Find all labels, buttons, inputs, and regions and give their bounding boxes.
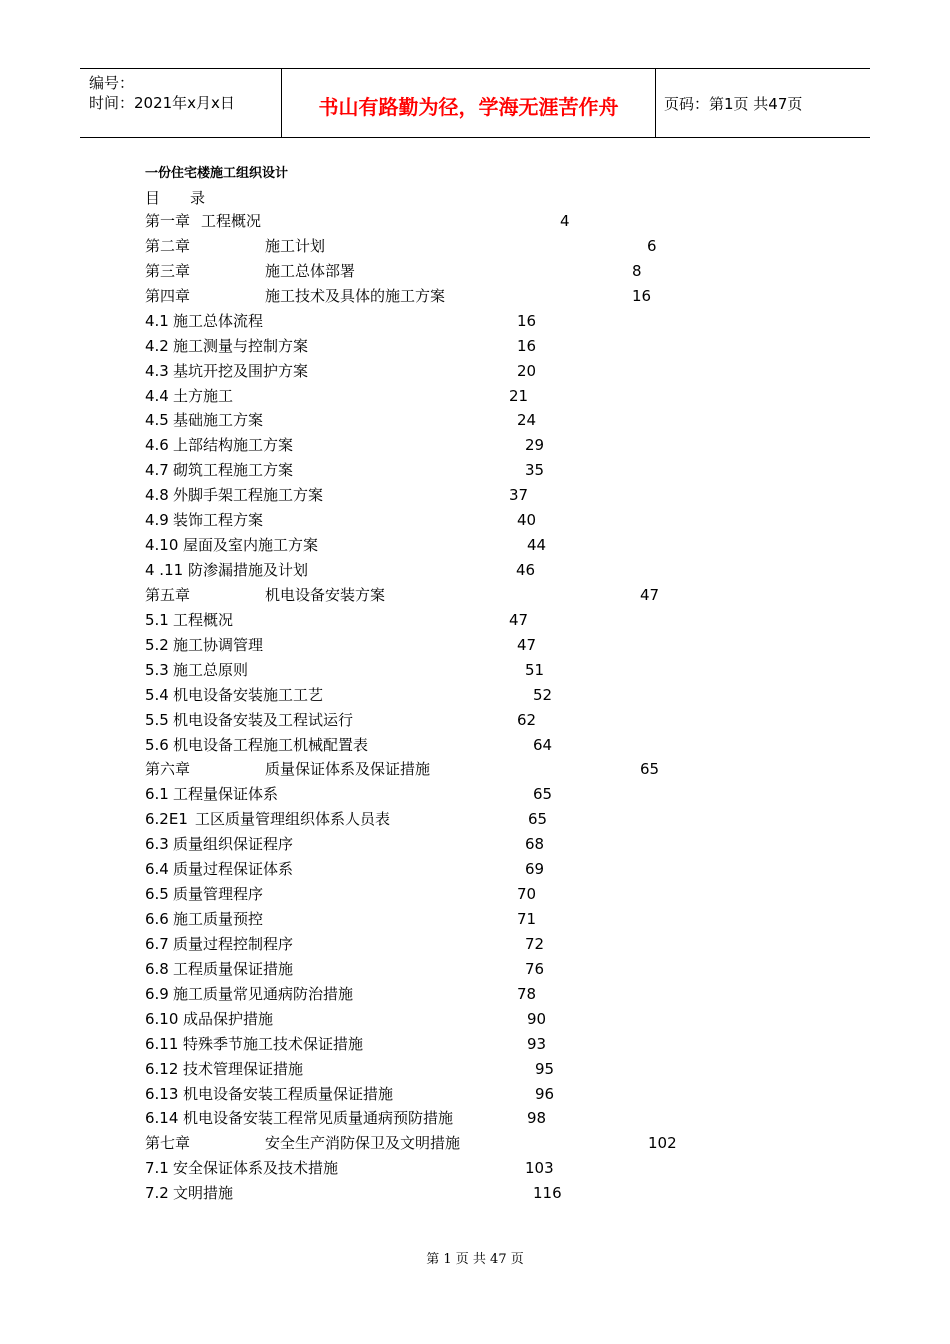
toc-chapter-title: 机电设备安装方案 [265,585,386,604]
toc-page-number: 68 [525,835,545,854]
page-header [80,68,870,138]
toc-section-number: 7.2 [145,1184,169,1203]
toc-section-title: 特殊季节施工技术保证措施 [183,1034,364,1053]
toc-entry [0,210,950,232]
toc-entry [0,1058,950,1080]
toc-page-number: 6 [647,236,657,255]
toc-entry [0,1033,950,1055]
page-footer: 第 1 页 共 47 页 [426,1252,524,1267]
toc-section-number: 6.1 [145,785,169,804]
toc-section-title: 机电设备安装工程常见质量通病预防措施 [183,1109,454,1128]
toc-section-title: 基础施工方案 [173,411,264,430]
toc-section-title: 文明措施 [173,1184,234,1203]
toc-section-number: 4.6 [145,436,169,455]
toc-section-title: 上部结构施工方案 [173,436,294,455]
toc-page-number: 70 [517,885,537,904]
toc-section-number: 6.13 [145,1084,179,1103]
toc-section-title: 工程量保证体系 [173,785,279,804]
toc-entry [0,484,950,506]
toc-section-number: 5.2 [145,635,169,654]
toc-section-number: 6.3 [145,835,169,854]
toc-section-number: 6.14 [145,1109,179,1128]
toc-entry [0,1083,950,1105]
date-line: 时间：2021年x月x日 [89,94,235,112]
toc-section-title: 施工测量与控制方案 [173,336,309,355]
toc-section-number: 6.10 [145,1009,179,1028]
toc-section-number: 6.2E1 [145,810,188,829]
toc-section-number: 4.4 [145,386,169,405]
toc-entry [0,734,950,756]
toc-section-number: 7.1 [145,1159,169,1178]
header-info-cell [80,69,281,137]
toc-section-number: 4.2 [145,336,169,355]
toc-section-title: 防渗漏措施及计划 [188,561,309,580]
toc-heading [145,187,205,208]
motto: 书山有路勤为径，学海无涯苦作舟 [318,95,619,119]
toc-entry [0,559,950,581]
toc-section-title: 装饰工程方案 [173,511,264,530]
toc-chapter-label: 第二章 [145,236,191,255]
toc-page-number: 21 [509,386,529,405]
toc-section-number: 5.1 [145,610,169,629]
toc-section-title: 技术管理保证措施 [183,1059,304,1078]
toc-entry [0,1132,950,1154]
toc-section-title: 机电设备安装工程质量保证措施 [183,1084,394,1103]
toc-section-number: 6.7 [145,934,169,953]
toc-page-number: 71 [517,910,537,929]
toc-entry [0,883,950,905]
toc-page-number: 52 [533,685,553,704]
toc-section-title: 施工质量预控 [173,910,264,929]
toc-section-title: 机电设备安装及工程试运行 [173,710,354,729]
toc-page-number: 8 [632,261,642,280]
toc-page-number: 93 [527,1034,547,1053]
toc-page-number: 102 [648,1134,677,1153]
toc-page-number: 95 [535,1059,555,1078]
toc-entry [0,459,950,481]
toc-chapter-label: 第四章 [145,286,191,305]
toc-entry [0,958,950,980]
document-title: 一份住宅楼施工组织设计 [145,166,289,181]
toc-entry [0,1157,950,1179]
toc-page-number: 47 [509,610,529,629]
toc-entry [0,1008,950,1030]
header-page-cell [655,69,870,137]
toc-section-title: 外脚手架工程施工方案 [173,486,324,505]
toc-entry [0,584,950,606]
toc-entry [0,609,950,631]
toc-entry [0,684,950,706]
toc-entry [0,509,950,531]
toc-page-number: 62 [517,710,537,729]
toc-section-number: 5.6 [145,735,169,754]
toc-section-number: 6.11 [145,1034,179,1053]
toc-section-title: 质量组织保证程序 [173,835,294,854]
toc-section-title: 机电设备安装施工工艺 [173,685,324,704]
toc-page-number: 90 [527,1009,547,1028]
toc-section-number: 4.3 [145,361,169,380]
toc-entry [0,908,950,930]
toc-page-number: 69 [525,860,545,879]
toc-page-number: 78 [517,984,537,1003]
toc-section-title: 安全保证体系及技术措施 [173,1159,339,1178]
toc-page-number: 64 [533,735,553,754]
toc-page-number: 35 [525,461,545,480]
toc-entry [0,858,950,880]
toc-entry [0,1107,950,1129]
toc-page-number: 47 [640,585,660,604]
toc-section-title: 质量过程保证体系 [173,860,294,879]
toc-chapter-label: 第七章 [145,1134,191,1153]
toc-section-title: 工区质量管理组织体系人员表 [195,810,391,829]
toc-entry [0,285,950,307]
toc-section-number: 6.9 [145,984,169,1003]
toc-section-number: 5.3 [145,660,169,679]
toc-page-number: 40 [517,511,537,530]
toc-chapter-label: 第六章 [145,760,191,779]
toc-entry [0,235,950,257]
toc-entry [0,758,950,780]
toc-entry [0,335,950,357]
toc-page-number: 16 [632,286,652,305]
toc-section-title: 施工总体流程 [173,311,264,330]
toc-section-number: 4.10 [145,536,179,555]
toc-page-number: 76 [525,959,545,978]
toc-page-number: 116 [533,1184,562,1203]
toc-section-number: 6.4 [145,860,169,879]
toc-page-number: 98 [527,1109,547,1128]
toc-section-title: 工程质量保证措施 [173,959,294,978]
toc-entry [0,409,950,431]
toc-page-number: 16 [517,311,537,330]
toc-section-title: 成品保护措施 [183,1009,274,1028]
toc-page-number: 72 [525,934,545,953]
toc-section-title: 质量管理程序 [173,885,264,904]
toc-page-number: 96 [535,1084,555,1103]
toc-section-title: 施工协调管理 [173,635,264,654]
toc-section-number: 5.4 [145,685,169,704]
toc-entry [0,360,950,382]
toc-section-number: 4.8 [145,486,169,505]
toc-section-number: 6.6 [145,910,169,929]
toc-entry [0,260,950,282]
toc-entry [0,933,950,955]
toc-page-number: 37 [509,486,529,505]
toc-section-title: 屋面及室内施工方案 [183,536,319,555]
toc-chapter-title: 安全生产消防保卫及文明措施 [265,1134,461,1153]
toc-entry [0,783,950,805]
toc-section-title: 质量过程控制程序 [173,934,294,953]
toc-section-number: 4.9 [145,511,169,530]
toc-chapter-title: 施工总体部署 [265,261,356,280]
toc-entry [0,983,950,1005]
toc-page-number: 103 [525,1159,554,1178]
toc-section-title: 土方施工 [173,386,234,405]
toc-heading-char: 录 [190,189,206,207]
toc-chapter-label: 第五章 [145,585,191,604]
serial-label: 编号： [89,74,135,92]
toc-section-title: 施工质量常见通病防治措施 [173,984,354,1003]
toc-section-title: 基坑开挖及围护方案 [173,361,309,380]
toc-section-title: 工程概况 [173,610,234,629]
toc-page-number: 44 [527,536,547,555]
toc-entry [0,534,950,556]
toc-page-number: 4 [560,212,570,230]
toc-page-number: 51 [525,660,545,679]
toc-section-number: 6.12 [145,1059,179,1078]
toc-page-number: 47 [517,635,537,654]
toc-section-number: 4.1 [145,311,169,330]
toc-entry [0,385,950,407]
toc-entry [0,833,950,855]
toc-entry [0,659,950,681]
toc-chapter-title: 质量保证体系及保证措施 [265,760,431,779]
toc-page-number: 20 [517,361,537,380]
toc-section-number: 6.5 [145,885,169,904]
toc-entry [0,434,950,456]
toc-section-title: 机电设备工程施工机械配置表 [173,735,369,754]
toc-chapter-title: 施工技术及具体的施工方案 [265,286,446,305]
toc-heading-char: 目 [145,189,161,207]
toc-page-number: 29 [525,436,545,455]
toc-entry [0,310,950,332]
toc-chapter-label: 第一章 [145,212,191,230]
toc-section-number: 4 .11 [145,561,184,580]
toc-entry [0,1182,950,1204]
toc-section-number: 4.7 [145,461,169,480]
toc-entry [0,808,950,830]
page-info: 页码：第1页 共47页 [664,95,803,113]
toc-section-number: 4.5 [145,411,169,430]
toc-page-number: 46 [516,561,536,580]
toc-chapter-label: 第三章 [145,261,191,280]
toc-entry [0,634,950,656]
toc-section-number: 5.5 [145,710,169,729]
toc-page-number: 24 [517,411,537,430]
toc-section-title: 施工总原则 [173,660,249,679]
toc-section-title: 砌筑工程施工方案 [173,461,294,480]
toc-page-number: 16 [517,336,537,355]
toc-page-number: 65 [640,760,660,779]
toc-page-number: 65 [533,785,553,804]
header-motto-cell [281,69,656,137]
toc-chapter-title: 工程概况 [201,212,262,230]
toc-page-number: 65 [528,810,548,829]
toc-entry [0,709,950,731]
toc-section-number: 6.8 [145,959,169,978]
toc-chapter-title: 施工计划 [265,236,326,255]
